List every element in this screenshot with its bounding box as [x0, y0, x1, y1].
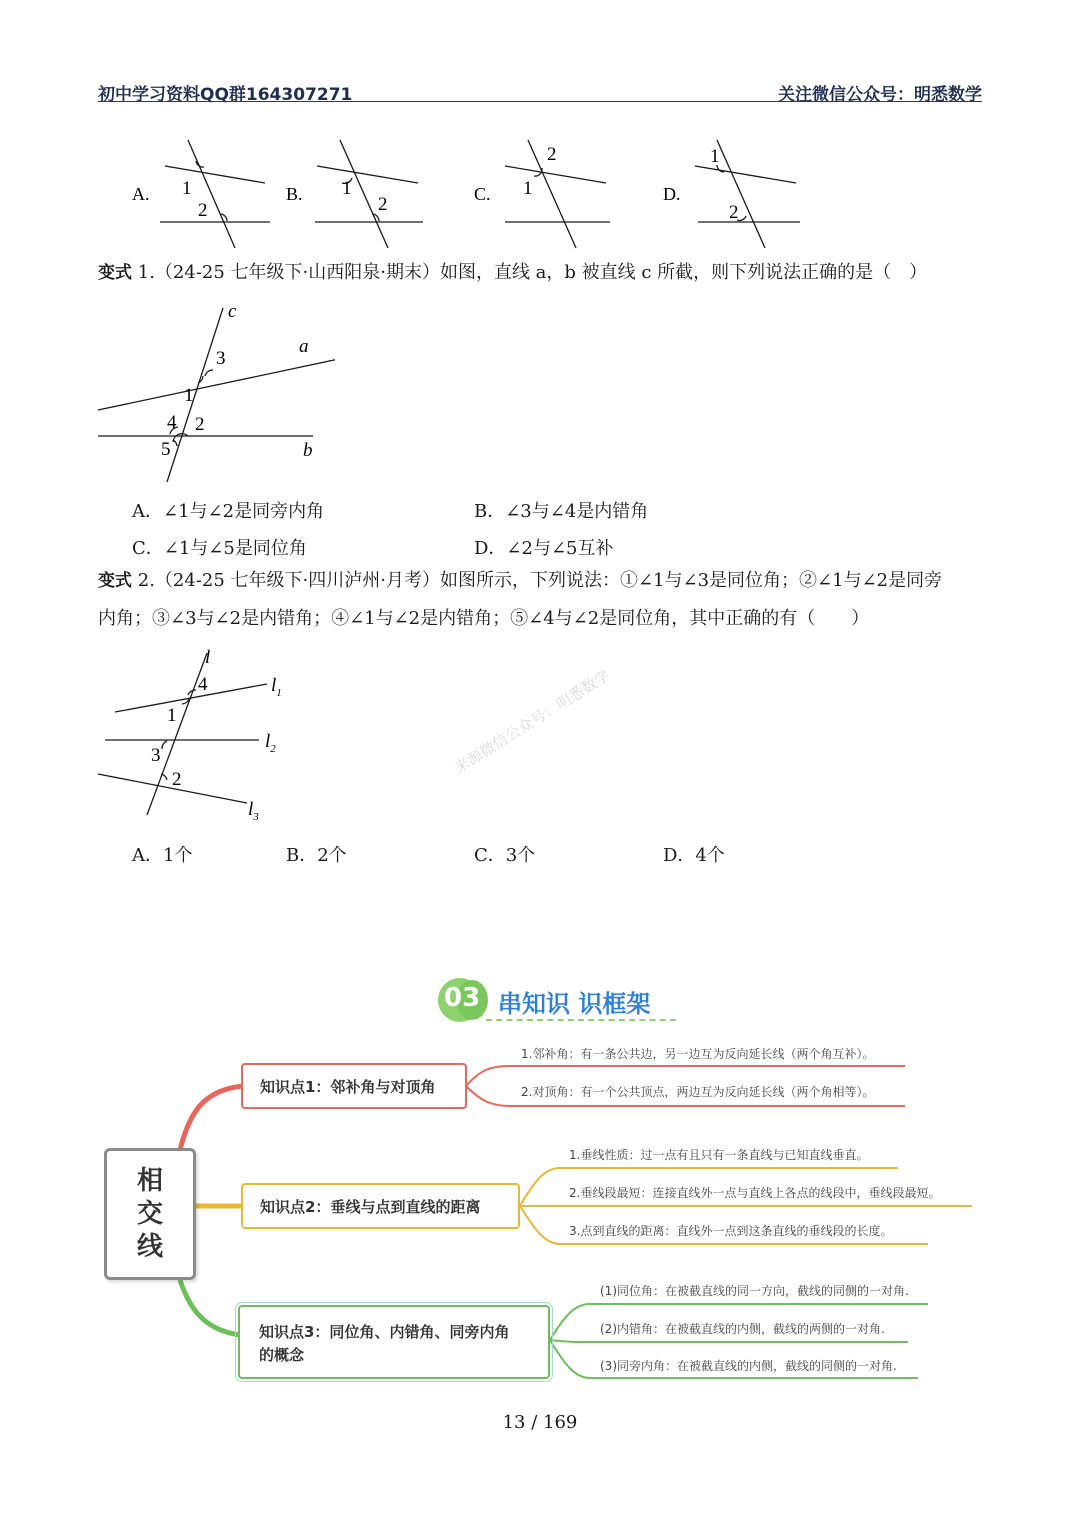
q1-option-a: A．∠1与∠2是同旁内角: [132, 501, 325, 522]
root-char-2: 交: [136, 1199, 163, 1229]
svg-text:2: 2: [729, 202, 739, 223]
svg-text:2: 2: [198, 200, 208, 221]
q2-stem-line2: 内角；③∠3与∠2是内错角；④∠1与∠2是内错角；⑤∠4与∠2是同位角，其中正确的有（ ）: [98, 608, 870, 629]
section-banner: [438, 975, 688, 1027]
q1-option-c: C．∠1与∠5是同位角: [132, 538, 307, 559]
option-d-label: D.: [663, 184, 681, 204]
option-a-label: A.: [132, 184, 150, 204]
k3-leaf-2: (2)内错角：在被截直线的内侧，截线的两侧的一对角.: [600, 1322, 885, 1336]
svg-text:1: 1: [523, 178, 533, 199]
root-char-3: 线: [136, 1232, 163, 1262]
mindmap-root-node: [104, 1148, 196, 1280]
watermark-text: 来源微信公众号：明悉数学: [451, 666, 614, 777]
q1-stem: [98, 264, 927, 282]
q1-label: 变式: [98, 263, 132, 283]
page-number: 13 / 169: [502, 1412, 578, 1433]
k1-leaf-2: 2.对顶角：有一个公共顶点，两边互为反向延长线（两个角相等）。: [521, 1085, 875, 1099]
svg-text:b: b: [303, 440, 313, 461]
header-right-text: 关注微信公众号：明悉数学: [778, 85, 982, 105]
figure-angle-labels: [182, 144, 739, 223]
knowledge-node-1-title: 知识点1：邻补角与对顶角: [260, 1078, 436, 1096]
svg-text:2: 2: [378, 194, 388, 215]
q2-figure: [95, 643, 305, 828]
knowledge-node-3-title-line2: 的概念: [259, 1346, 305, 1364]
q2-label: 变式: [98, 571, 132, 591]
q2-option-c: C．3个: [474, 845, 536, 866]
k2-leaf-3: 3.点到直线的距离：直线外一点到这条直线的垂线段的长度。: [569, 1224, 893, 1238]
k3-leaf-1: (1)同位角：在被截直线的同一方向，截线的同侧的一对角.: [600, 1284, 909, 1298]
knowledge-node-2: [241, 1183, 520, 1229]
q1-number: 1: [137, 262, 150, 283]
k2-leaf-1: 1.垂线性质：过一点有且只有一条直线与已知直线垂直。: [569, 1148, 869, 1162]
option-c-label: C.: [474, 184, 491, 204]
svg-text:l2: $l_2$: [265, 731, 276, 755]
q1-option-d: D．∠2与∠5互补: [474, 538, 614, 559]
knowledge-node-2-title: 知识点2：垂线与点到直线的距离: [260, 1198, 481, 1216]
q1-figure: [95, 300, 335, 490]
svg-text:a: a: [299, 336, 309, 357]
svg-text:3: 3: [216, 348, 226, 369]
section-badge-number: 03: [444, 983, 481, 1013]
svg-text:l3: $l_3$: [248, 799, 259, 823]
svg-text:5: 5: [161, 439, 171, 460]
header-rule: [98, 101, 982, 102]
svg-text:2: 2: [172, 769, 182, 790]
section-underline: [486, 1019, 676, 1021]
k3-leaf-3: (3)同旁内角：在被截直线的内侧，截线的同侧的一对角.: [600, 1359, 897, 1373]
option-figures: [120, 130, 820, 255]
svg-text:1: 1: [342, 178, 352, 199]
knowledge-node-3-title-line1: 知识点3：同位角、内错角、同旁内角: [259, 1323, 510, 1341]
section-title: 串知识 识框架: [498, 990, 651, 1018]
header-left-text: 初中学习资料QQ群164307271: [98, 85, 353, 105]
q1-option-b: B．∠3与∠4是内错角: [474, 501, 649, 522]
q2-stem-line1: [98, 572, 942, 590]
mindmap-root-text: [107, 1165, 193, 1264]
svg-text:c: c: [228, 301, 237, 322]
q2-text-line1: .（24-25 七年级下·四川泸州·月考）如图所示，下列说法：①∠1与∠3是同位角；②∠1与∠2是同旁: [149, 570, 943, 591]
option-b-label: B.: [286, 184, 303, 204]
q1-text: .（24-25 七年级下·山西阳泉·期末）如图，直线 a，b 被直线 c 所截，则下列说法正确的是（ ）: [149, 262, 928, 283]
svg-text:2: 2: [195, 414, 205, 435]
svg-text:4: 4: [198, 674, 208, 695]
svg-text:1: 1: [184, 385, 194, 406]
q2-number: 2: [137, 570, 150, 591]
knowledge-node-1: [241, 1063, 467, 1109]
svg-text:1: 1: [710, 146, 720, 167]
svg-text:1: 1: [167, 705, 177, 726]
svg-text:2: 2: [547, 144, 557, 165]
svg-text:1: 1: [182, 178, 192, 199]
root-char-1: 相: [136, 1166, 163, 1196]
svg-text:l1: $l_1$: [271, 675, 282, 699]
svg-text:3: 3: [151, 745, 161, 766]
k2-leaf-2: 2.垂线段最短：连接直线外一点与直线上各点的线段中，垂线段最短。: [569, 1186, 941, 1200]
k1-leaf-1: 1.邻补角：有一条公共边，另一边互为反向延长线（两个角互补）。: [521, 1047, 875, 1061]
q2-option-d: D．4个: [663, 845, 725, 866]
q2-option-b: B．2个: [286, 845, 347, 866]
svg-text:4: 4: [167, 412, 177, 433]
svg-text:l: l: [205, 647, 211, 668]
q2-option-a: A．1个: [132, 845, 193, 866]
knowledge-node-3: [238, 1305, 550, 1379]
